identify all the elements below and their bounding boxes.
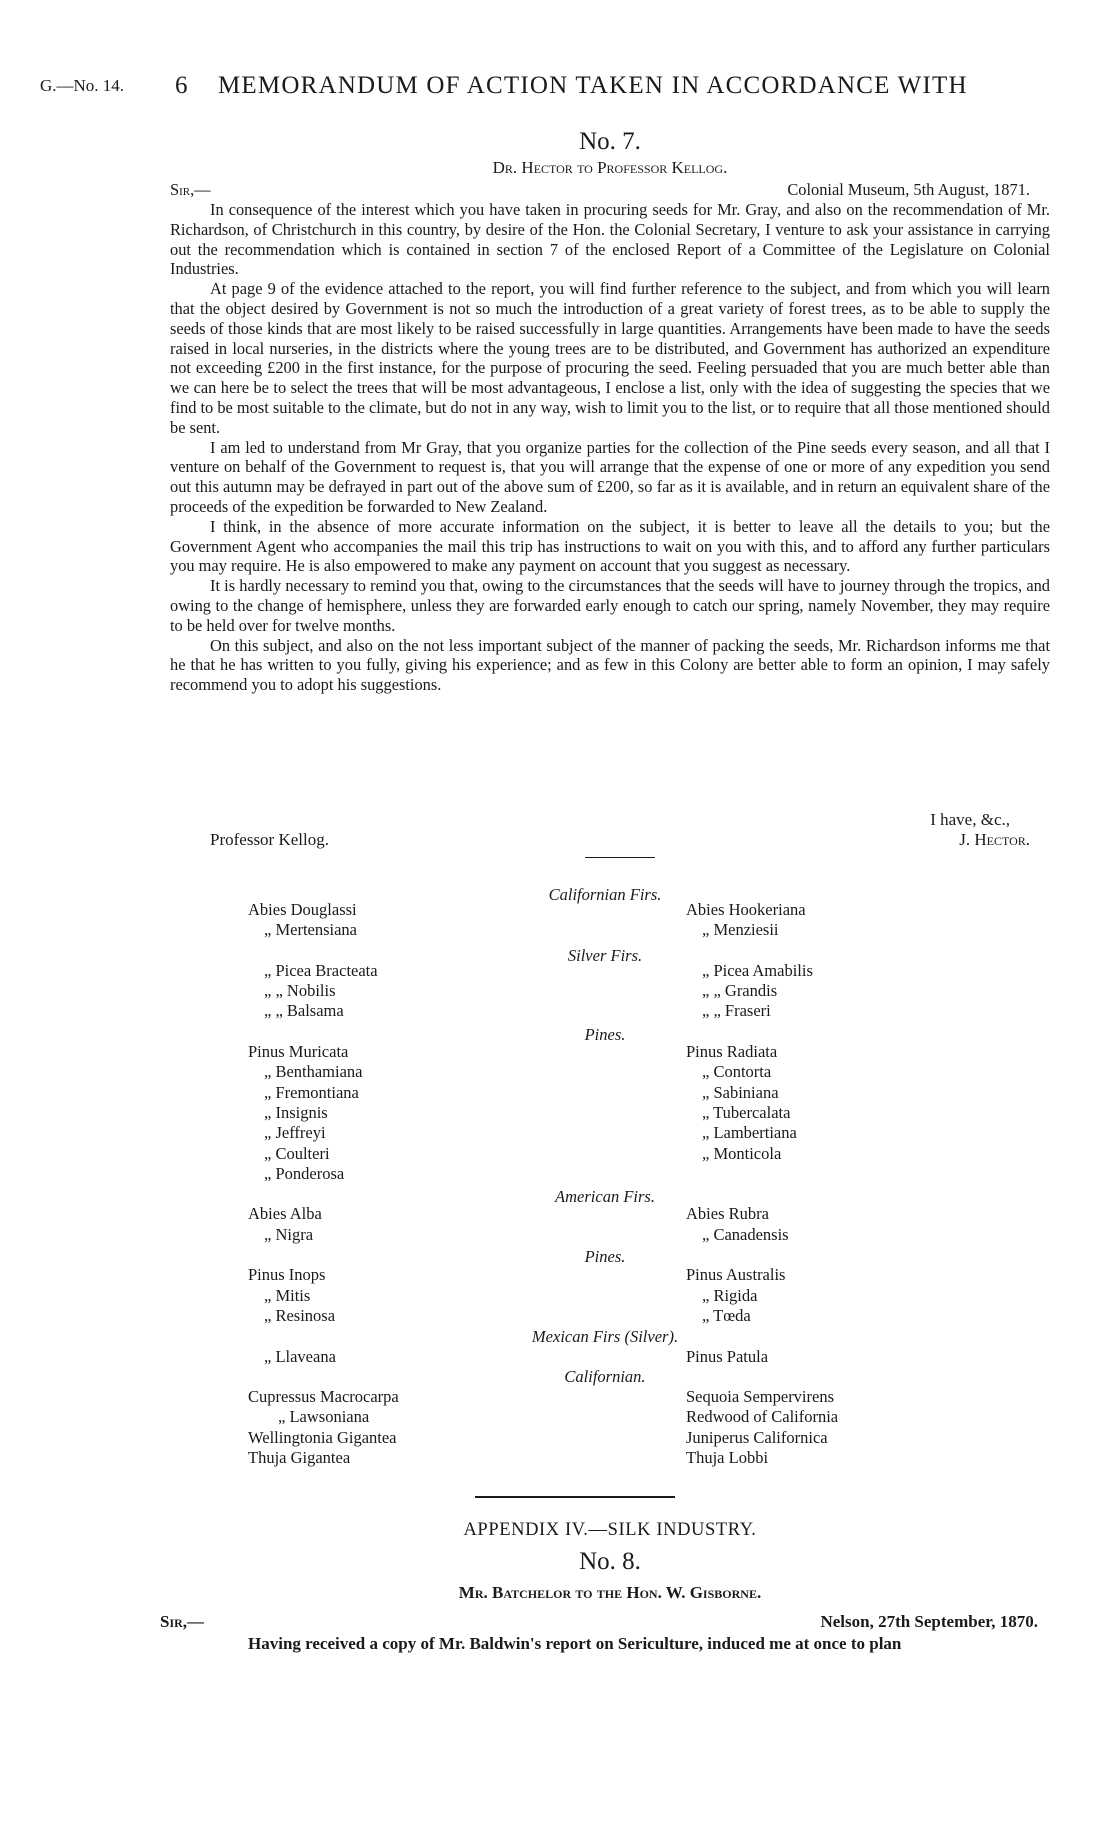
paragraph: On this subject, and also on the not less important subject of the manner of packing the seeds, Mr. Richardson informs me that he that he has written to you fully, giving his experience; and as few in this Colony are better able to form an opinion, I may safely recommend you to adopt his suggestions. — [170, 635, 1050, 695]
species-item: „ „ Fraseri — [702, 1001, 771, 1021]
divider-rule — [585, 857, 655, 858]
species-item: „ Mitis — [264, 1285, 311, 1305]
letter-from-to: Dr. Hector to Professor Kellog. — [492, 158, 728, 177]
species-item: „ Fremontiana — [264, 1082, 359, 1102]
addressee: Professor Kellog. — [210, 830, 329, 849]
species-item: Pinus Radiata — [686, 1042, 778, 1062]
species-item: Pinus Muricata — [248, 1042, 349, 1062]
species-item: Cupressus Macrocarpa — [248, 1387, 399, 1407]
species-item: „ Llaveana — [264, 1346, 336, 1366]
page-number: 6 — [175, 72, 188, 99]
species-item: Abies Douglassi — [248, 900, 357, 919]
letter-number: No. 7. — [579, 128, 641, 155]
salutation: Sir,— — [160, 1612, 205, 1631]
species-item: „ Tœda — [702, 1305, 751, 1325]
species-item: „ Lambertiana — [702, 1123, 797, 1143]
species-item: Thuja Lobbi — [686, 1448, 769, 1468]
species-item: Abies Rubra — [686, 1204, 769, 1224]
species-item: Pinus Australis — [686, 1265, 786, 1285]
species-item: „ Nigra — [264, 1224, 314, 1244]
address-date: Colonial Museum, 5th August, 1871. — [787, 180, 1030, 199]
species-item: „ Sabiniana — [702, 1082, 779, 1102]
paragraph: I am led to understand from Mr Gray, that you organize parties for the collection of the Pine seeds every season, and all that I venture on behalf of the Government to request is, that you will arrange that the expense of one or more of any expedition you send out this autumn may be defrayed in part out of the above sum of £200, so far as it is available, and in return an equivalent share of the proceeds of the expedition be forwarded to New Zealand. — [170, 437, 1050, 516]
category-label: Pines. — [584, 1025, 626, 1044]
species-item: „ Picea Amabilis — [702, 960, 813, 980]
salutation-line — [170, 180, 1050, 200]
category-label: American Firs. — [555, 1187, 655, 1206]
species-item: „ Jeffreyi — [264, 1123, 326, 1143]
species-item: Abies Alba — [248, 1204, 322, 1224]
category-label: Pines. — [584, 1247, 626, 1266]
species-item: „ Monticola — [702, 1143, 782, 1163]
page-header — [40, 72, 1040, 102]
species-item: Pinus Patula — [686, 1346, 769, 1366]
paragraph: Having received a copy of Mr. Baldwin's report on Sericulture, induced me at once to plan — [248, 1634, 902, 1653]
species-item: Redwood of California — [686, 1407, 839, 1427]
letter-body — [170, 180, 1050, 695]
letter-closing — [170, 810, 1050, 850]
letter-from-to: Mr. Batchelor to the Hon. W. Gisborne. — [458, 1583, 762, 1602]
signature: J. Hector. — [959, 830, 1030, 849]
species-item: „ Tubercalata — [702, 1102, 791, 1122]
species-item: „ „ Balsama — [264, 1001, 344, 1021]
species-item: „ „ Grandis — [702, 981, 778, 1001]
species-item: „ Mertensiana — [264, 920, 357, 940]
paragraph: I think, in the absence of more accurate information on the subject, it is better to leave all the details to you; but the Government Agent who accompanies the mail this trip has instructions to wait on you with this, and to afford any further particulars you may require. He is also empowered to make any payment on account that you suggest as necessary. — [170, 516, 1050, 576]
letter-number: No. 8. — [579, 1548, 641, 1575]
species-item: „ Insignis — [264, 1102, 328, 1122]
species-item: „ Rigida — [702, 1285, 758, 1305]
page-title: MEMORANDUM OF ACTION TAKEN IN ACCORDANCE WITH — [218, 72, 968, 99]
species-item: Pinus Inops — [248, 1265, 326, 1285]
category-label: Californian. — [564, 1367, 646, 1386]
paragraph: In consequence of the interest which you have taken in procuring seeds for Mr. Gray, and also on the recommendation of Mr. Richardson, of Christchurch in this country, by desire of the Hon. the Colonial Secretary, I venture to ask your assistance in carrying out the recommendation which is contained in section 7 of the enclosed Report of a Committee of the Legislature on Colonial Industries. — [170, 200, 1050, 279]
species-item: „ Contorta — [702, 1062, 772, 1082]
species-item: „ Lawsoniana — [278, 1407, 370, 1427]
species-column-left — [248, 900, 399, 1468]
species-item: „ Benthamiana — [264, 1062, 363, 1082]
salutation: Sir,— — [170, 180, 211, 199]
closing-phrase: I have, &c., — [930, 810, 1010, 829]
species-item: Abies Hookeriana — [686, 900, 806, 919]
species-item: „ Resinosa — [264, 1305, 336, 1325]
category-label: Californian Firs. — [548, 885, 662, 904]
species-item: „ Picea Bracteata — [264, 960, 378, 980]
paragraph: At page 9 of the evidence attached to the report, you will find further reference to the subject, and from which you will learn that the object desired by Government is not so much the introduction of a great variety of forest trees, as to be able to supply the seeds of those kinds that are most likely to be raised successfully in large quantities. Arrangements have been made to have the seeds raised in local nurseries, in the districts where the young trees are to be distributed, and Government has authorized an expenditure not exceeding £200 in the first instance, for the purpose of procuring the seed. Feeling persuaded that you are much better able than we can here be to select the trees that will be most advantageous, I enclose a list, only with the idea of suggesting the species that we find to be most suitable to the climate, but do not in any way, wish to limit you to the list, or to require that all those mentioned should be sent. — [170, 279, 1050, 437]
section-rule — [475, 1496, 675, 1498]
species-item: Wellingtonia Gigantea — [248, 1427, 397, 1447]
appendix-heading: APPENDIX IV.—SILK INDUSTRY. — [463, 1520, 757, 1540]
species-item: „ Menziesii — [702, 920, 779, 940]
species-item: „ „ Nobilis — [264, 981, 336, 1001]
species-column-right — [686, 900, 838, 1468]
species-item: „ Coulteri — [264, 1143, 330, 1163]
salutation-line — [160, 1612, 1060, 1636]
species-item: Sequoia Sempervirens — [686, 1387, 835, 1407]
category-label: Mexican Firs (Silver). — [531, 1327, 679, 1346]
category-label: Silver Firs. — [567, 946, 643, 965]
paragraph: It is hardly necessary to remind you that, owing to the circumstances that the seeds will have to journey through the tropics, and owing to the change of hemisphere, unless they are forwarded early enough to catch our spring, namely November, they may require to be held over for twelve months. — [170, 576, 1050, 635]
species-item: „ Canadensis — [702, 1224, 789, 1244]
species-item: Thuja Gigantea — [248, 1448, 351, 1468]
species-item: „ Ponderosa — [264, 1163, 345, 1183]
address-date: Nelson, 27th September, 1870. — [820, 1612, 1038, 1631]
document-reference: G.—No. 14. — [40, 76, 125, 95]
species-item: Juniperus Californica — [686, 1427, 828, 1447]
